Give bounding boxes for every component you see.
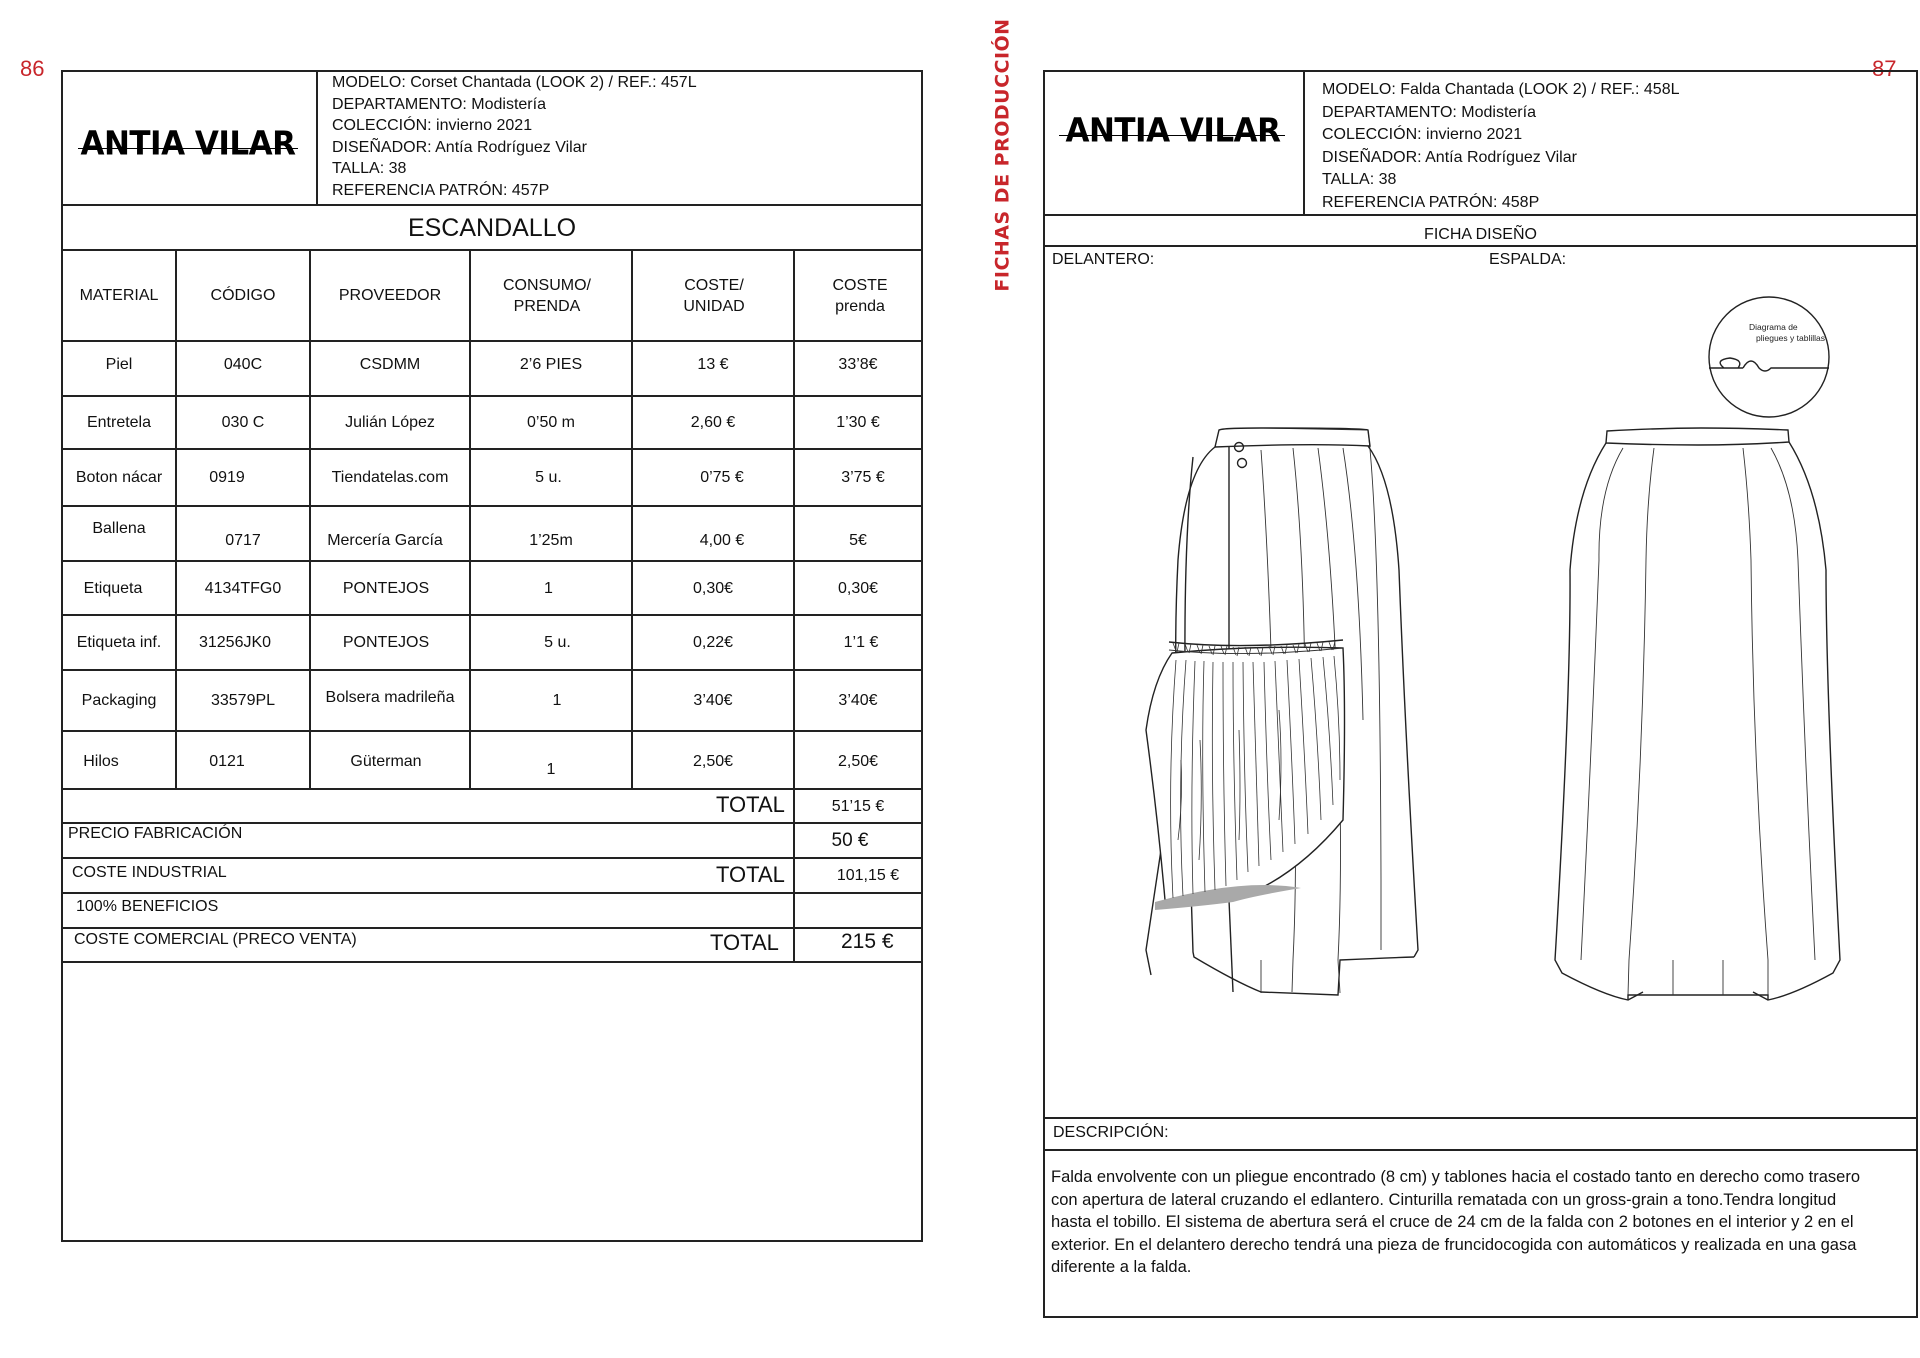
coste-industrial-label: COSTE INDUSTRIAL [72, 864, 227, 881]
cell-coste-unidad: 2,50€ [692, 752, 734, 770]
cell-codigo: 0121 [209, 752, 245, 770]
ficha-diseno-title: FICHA DISEÑO [1424, 225, 1537, 243]
cell-material: Hilos [83, 752, 119, 770]
cell-codigo: 4134TFG0 [204, 579, 282, 597]
descripcion-text [1051, 1166, 1860, 1279]
page-number-left: 86 [20, 56, 45, 81]
page-number-right: 87 [1872, 56, 1897, 81]
cell-consumo: 1 [544, 579, 553, 597]
descripcion-label: DESCRIPCIÓN: [1053, 1124, 1169, 1141]
cell-codigo: 040C [223, 355, 263, 373]
cell-material: Piel [105, 355, 133, 373]
cell-consumo: 1 [546, 760, 556, 778]
header-coste-unidad: COSTE/ UNIDAD [683, 276, 745, 315]
cell-consumo: 0’50 m [526, 414, 576, 431]
coste-industrial-value: 101,15 € [836, 867, 900, 884]
sheet-info [332, 72, 697, 201]
front-skirt-drawing [1146, 428, 1418, 995]
header-codigo: CÓDIGO [210, 287, 276, 304]
header-material: MATERIAL [79, 287, 159, 304]
cell-material: Etiqueta [83, 579, 143, 597]
cell-proveedor: Tiendatelas.com [331, 469, 449, 486]
info-talla: TALLA: 38 [332, 160, 407, 177]
escandallo-title: ESCANDALLO [407, 213, 577, 242]
sheet-info [1322, 79, 1680, 214]
cell-consumo: 5 u. [535, 469, 562, 486]
cell-coste-unidad: 2,60 € [690, 414, 736, 431]
diagram-caption-line2: pliegues y tablillas [1756, 333, 1825, 343]
info-referencia: REFERENCIA PATRÓN: 457P [332, 181, 550, 199]
cell-coste-unidad: 13 € [697, 355, 729, 373]
diagram-caption-line1: Diagrama de [1749, 322, 1798, 332]
info-coleccion: COLECCIÓN: invierno 2021 [1322, 126, 1523, 143]
cell-consumo: 2’6 PIES [519, 355, 583, 373]
cell-proveedor: PONTEJOS [342, 634, 430, 651]
cell-coste-unidad: 3’40€ [693, 692, 733, 709]
cell-coste-prenda: 2,50€ [837, 752, 879, 770]
total-value: 51’15 € [831, 797, 885, 815]
back-skirt-drawing [1555, 428, 1840, 1000]
cell-coste-prenda: 5€ [849, 532, 867, 549]
precio-fabricacion-value: 50 € [831, 830, 869, 851]
descripcion-line: diferente a la falda. [1051, 1258, 1192, 1276]
cell-material: Boton nácar [75, 469, 163, 486]
precio-fabricacion-label: PRECIO FABRICACIÓN [68, 825, 243, 842]
section-side-title: FICHAS DE PRODUCCIÓN [992, 18, 1014, 292]
cell-coste-unidad: 0’75 € [700, 469, 744, 486]
cell-proveedor: Mercería García [327, 532, 443, 549]
cell-coste-prenda: 3’40€ [838, 692, 878, 709]
garment-flat-drawings [1043, 260, 1918, 1120]
cell-coste-prenda: 1’30 € [836, 414, 880, 431]
cell-coste-unidad: 0,22€ [692, 634, 734, 651]
coste-comercial-value: 215 € [841, 930, 894, 953]
descripcion-line: hasta el tobillo. El sistema de abertura será el cruce de 24 cm de la falda con 2 botones en el interior y 2 en el [1051, 1213, 1854, 1231]
info-modelo: MODELO: Falda Chantada (LOOK 2) / REF.: 458L [1322, 81, 1680, 98]
cell-coste-unidad: 0,30€ [692, 579, 734, 597]
info-modelo: MODELO: Corset Chantada (LOOK 2) / REF.: 457L [332, 74, 697, 91]
cell-codigo: 33579PL [210, 692, 276, 709]
coste-industrial-total-label: TOTAL [716, 862, 785, 887]
info-disenador: DISEÑADOR: Antía Rodríguez Vilar [332, 138, 587, 156]
cell-codigo: 0919 [209, 469, 245, 486]
brand-logo: ANTIA VILAR [1065, 112, 1281, 150]
info-departamento: DEPARTAMENTO: Modistería [1322, 103, 1536, 121]
cell-material: Entretela [86, 414, 152, 431]
cell-material: Ballena [92, 519, 146, 537]
cell-consumo: 1 [552, 692, 562, 709]
cell-proveedor: PONTEJOS [342, 579, 430, 597]
cell-coste-prenda: 3’75 € [841, 469, 885, 486]
cell-consumo: 5 u. [544, 634, 571, 651]
cell-proveedor: Güterman [350, 752, 422, 770]
cell-coste-unidad: 4,00 € [699, 532, 745, 549]
total-label: TOTAL [716, 792, 785, 817]
cell-coste-prenda: 0,30€ [837, 579, 879, 597]
info-talla: TALLA: 38 [1322, 171, 1397, 188]
cell-proveedor: Bolsera madrileña [325, 688, 455, 706]
cell-coste-prenda: 1’1 € [843, 634, 879, 651]
beneficios-label: 100% BENEFICIOS [76, 898, 219, 915]
cell-consumo: 1’25m [529, 532, 573, 549]
cell-proveedor: Julián López [345, 414, 435, 431]
info-coleccion: COLECCIÓN: invierno 2021 [332, 117, 533, 134]
descripcion-line: con apertura de lateral cruzando el edlantero. Cinturilla rematada con un gross-grain a tono.Tendra longitud [1051, 1190, 1837, 1209]
coste-comercial-total-label: TOTAL [710, 930, 779, 955]
cell-codigo: 31256JK0 [198, 634, 272, 651]
cell-coste-prenda: 33’8€ [838, 355, 878, 373]
cell-material: Packaging [81, 692, 157, 709]
brand-logo: ANTIA VILAR [80, 125, 296, 163]
info-referencia: REFERENCIA PATRÓN: 458P [1322, 193, 1540, 211]
header-coste-prenda: COSTE prenda [832, 276, 888, 315]
pleat-diagram [1709, 297, 1829, 417]
cell-proveedor: CSDMM [359, 355, 421, 373]
cell-codigo: 030 C [221, 414, 265, 431]
espalda-label: ESPALDA: [1489, 251, 1567, 268]
header-consumo: CONSUMO/ PRENDA [503, 276, 591, 315]
header-proveedor: PROVEEDOR [338, 287, 442, 304]
cell-codigo: 0717 [225, 532, 261, 549]
info-disenador: DISEÑADOR: Antía Rodríguez Vilar [1322, 148, 1577, 166]
descripcion-line: exterior. En el delantero derecho tendrá una pieza de fruncidocogida con automáticos y realizada en una gasa [1051, 1235, 1857, 1254]
cell-material: Etiqueta inf. [76, 634, 162, 651]
delantero-label: DELANTERO: [1052, 251, 1155, 268]
info-departamento: DEPARTAMENTO: Modistería [332, 95, 546, 113]
descripcion-line: Falda envolvente con un pliegue encontrado (8 cm) y tablones hacia el costado tanto en derecho como trasero [1051, 1168, 1860, 1186]
coste-comercial-label: COSTE COMERCIAL (PRECO VENTA) [74, 931, 357, 948]
